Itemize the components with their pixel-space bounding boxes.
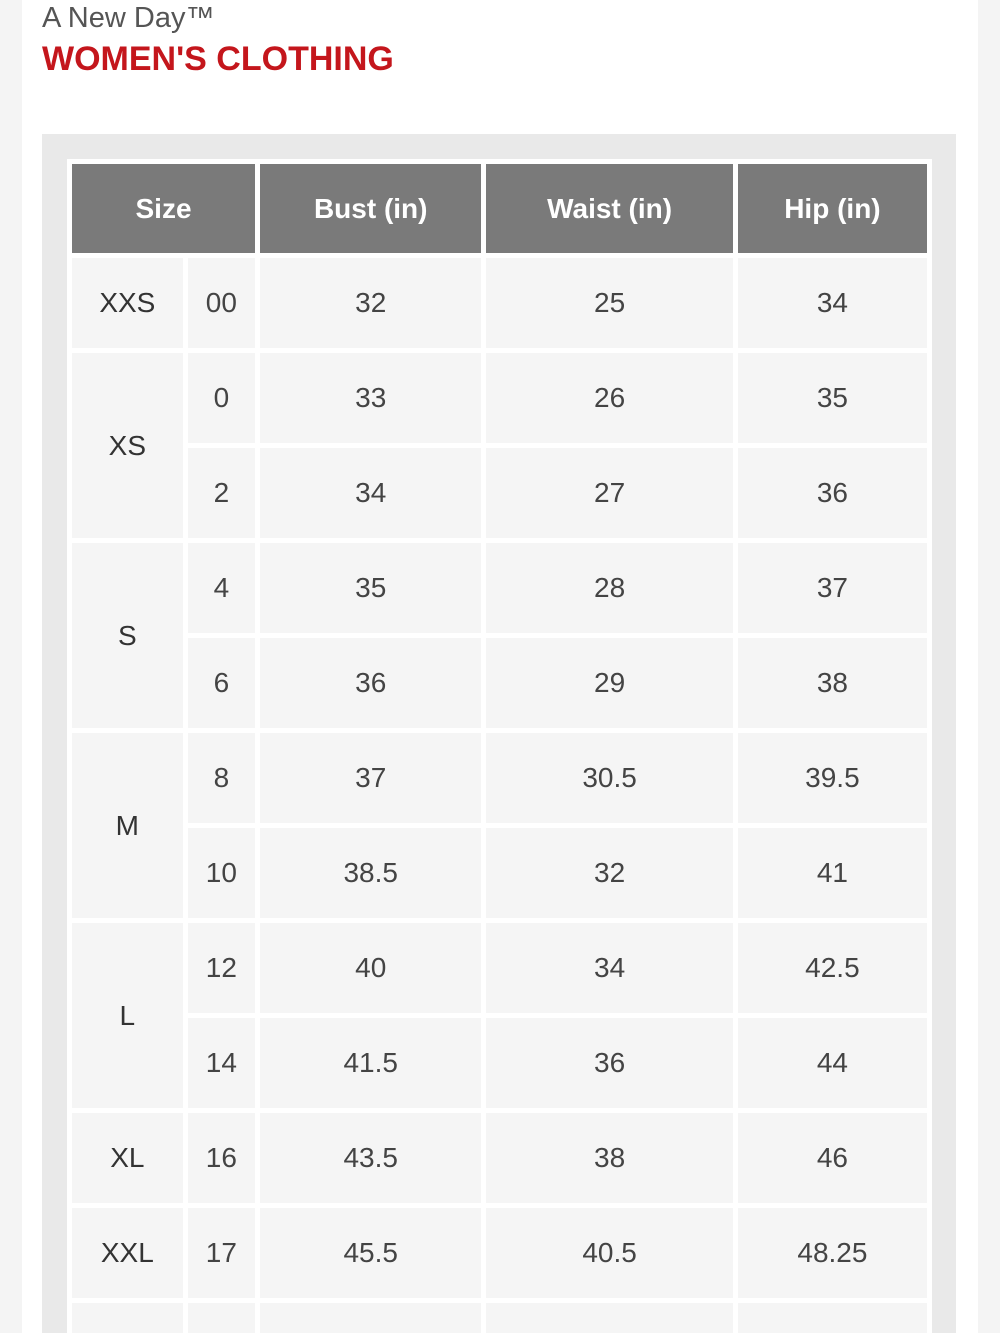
column-header-hip: Hip (in) [738,164,927,253]
hip-cell: 34 [738,258,927,348]
size-number-cell: 2 [188,448,255,538]
hip-cell: 39.5 [738,733,927,823]
size-number-cell: 00 [188,258,255,348]
bust-cell: 32 [260,258,481,348]
hip-cell: 48.25 [738,1208,927,1298]
bust-cell: 40 [260,923,481,1013]
size-number-cell: 10 [188,828,255,918]
table-row [72,733,927,823]
size-number-cell [188,1303,255,1333]
table-row [72,923,927,1013]
hip-cell: 42.5 [738,923,927,1013]
size-letter-cell: XXL [72,1208,183,1298]
table-row [72,258,927,348]
waist-cell: 28 [486,543,732,633]
bust-cell: 37 [260,733,481,823]
size-letter-cell [72,1303,183,1333]
size-number-cell: 0 [188,353,255,443]
size-chart-container [67,159,932,1333]
size-letter-cell: S [72,543,183,728]
size-chart-body [72,258,927,1333]
waist-cell [486,1303,732,1333]
size-letter-cell: L [72,923,183,1108]
size-letter-cell: XXS [72,258,183,348]
table-row [72,1113,927,1203]
bust-cell: 34 [260,448,481,538]
page-title: WOMEN'S CLOTHING [42,40,394,78]
hip-cell: 41 [738,828,927,918]
bust-cell: 38.5 [260,828,481,918]
hip-cell: 38 [738,638,927,728]
table-row [72,353,927,443]
table-row [72,638,927,728]
hip-cell: 35 [738,353,927,443]
waist-cell: 40.5 [486,1208,732,1298]
bust-cell: 36 [260,638,481,728]
hip-cell: 36 [738,448,927,538]
hip-cell [738,1303,927,1333]
table-row [72,1303,927,1333]
table-row [72,828,927,918]
waist-cell: 26 [486,353,732,443]
bust-cell: 45.5 [260,1208,481,1298]
waist-cell: 34 [486,923,732,1013]
bust-cell: 35 [260,543,481,633]
bust-cell [260,1303,481,1333]
size-number-cell: 17 [188,1208,255,1298]
waist-cell: 38 [486,1113,732,1203]
size-letter-cell: XS [72,353,183,538]
waist-cell: 36 [486,1018,732,1108]
size-letter-cell: M [72,733,183,918]
size-number-cell: 14 [188,1018,255,1108]
size-number-cell: 16 [188,1113,255,1203]
size-number-cell: 4 [188,543,255,633]
column-header-size: Size [72,164,255,253]
bust-cell: 43.5 [260,1113,481,1203]
table-row [72,1208,927,1298]
size-letter-cell: XL [72,1113,183,1203]
column-header-waist: Waist (in) [486,164,732,253]
bust-cell: 41.5 [260,1018,481,1108]
hip-cell: 46 [738,1113,927,1203]
size-chart-table [67,159,932,1333]
hip-cell: 44 [738,1018,927,1108]
table-header-row [72,164,927,253]
size-number-cell: 8 [188,733,255,823]
waist-cell: 29 [486,638,732,728]
table-row [72,448,927,538]
hip-cell: 37 [738,543,927,633]
waist-cell: 30.5 [486,733,732,823]
table-row [72,1018,927,1108]
waist-cell: 27 [486,448,732,538]
bust-cell: 33 [260,353,481,443]
table-row [72,543,927,633]
waist-cell: 25 [486,258,732,348]
size-number-cell: 12 [188,923,255,1013]
column-header-bust: Bust (in) [260,164,481,253]
size-number-cell: 6 [188,638,255,728]
waist-cell: 32 [486,828,732,918]
brand-name: A New Day™ [42,2,215,34]
